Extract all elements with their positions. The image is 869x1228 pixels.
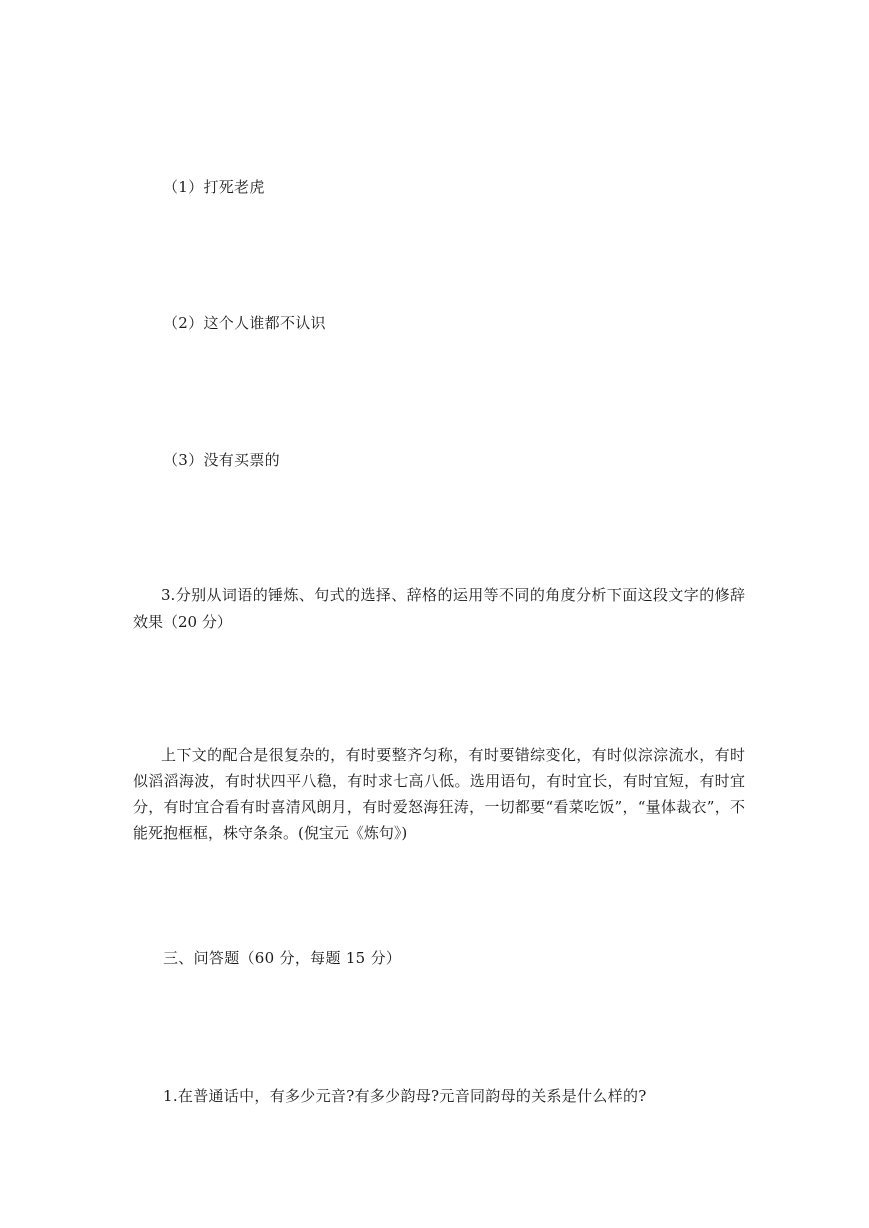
sub-item-3: （3）没有买票的 xyxy=(163,451,280,469)
quoted-passage: 上下文的配合是很复杂的，有时要整齐匀称，有时要错综变化，有时似淙淙流水，有时似滔滔海波，有时状四平八稳，有时求七高八低。选用语句，有时宜长，有时宜短，有时宜分，有时宜合看有时喜清风朗月，有时爱怒海狂涛，一切都要“看菜吃饭”，“量体裁衣”，不能死抱框框，株守条条。(倪宝元《炼句》) xyxy=(133,746,745,842)
sub-item-1: （1）打死老虎 xyxy=(163,178,265,196)
sub-item-2: （2）这个人谁都不认识 xyxy=(163,314,326,332)
section-3-heading: 三、问答题（60 分，每题 15 分） xyxy=(163,949,402,967)
question-3-text: 3.分别从词语的锤炼、句式的选择、辞格的运用等不同的角度分析下面这段文字的修辞效果（20 分） xyxy=(133,586,745,631)
section-3-question-1: 1.在普通话中，有多少元音?有多少韵母?元音同韵母的关系是什么样的? xyxy=(163,1087,647,1105)
